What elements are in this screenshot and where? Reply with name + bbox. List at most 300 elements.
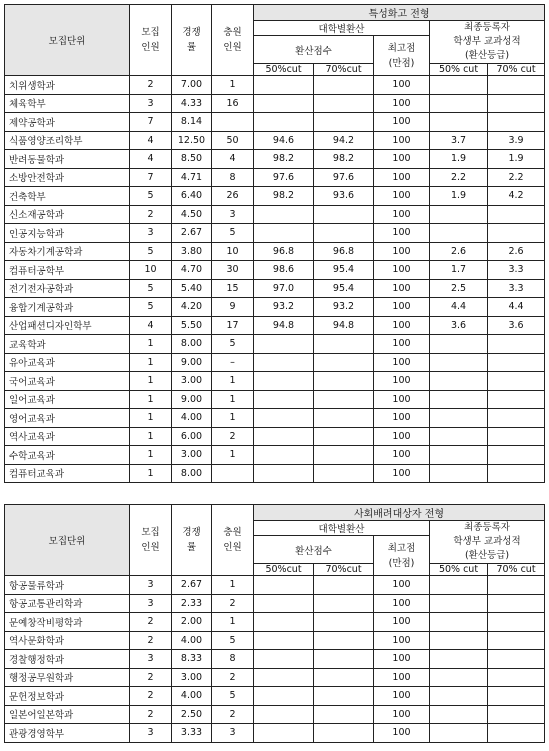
table-row (5, 224, 545, 243)
score-70cut-cell (314, 224, 374, 243)
score-50cut-cell (254, 335, 314, 354)
grade-50cut-cell (430, 372, 488, 391)
header-extra: 충원 인원 (212, 5, 254, 76)
grade-50cut-cell (430, 94, 488, 113)
score-50cut-cell: 94.8 (254, 316, 314, 335)
admission-table-social-consideration (4, 504, 545, 743)
grade-70cut-cell: 2.6 (488, 242, 545, 261)
grade-70cut-cell (488, 390, 545, 409)
recruit-cell: 5 (130, 187, 172, 206)
competition-cell: 2.33 (172, 594, 212, 613)
table-row (5, 113, 545, 132)
extra-cell: – (212, 353, 254, 372)
unit-name-cell: 산업패션디자인학부 (5, 316, 130, 335)
extra-cell: 8 (212, 650, 254, 669)
table-row (5, 168, 545, 187)
competition-cell: 4.00 (172, 687, 212, 706)
grade-70cut-cell (488, 76, 545, 95)
grade-70cut-cell (488, 353, 545, 372)
unit-name-cell: 영어교육과 (5, 409, 130, 428)
extra-cell: 15 (212, 279, 254, 298)
score-50cut-cell: 96.8 (254, 242, 314, 261)
competition-cell: 3.00 (172, 372, 212, 391)
table-row (5, 131, 545, 150)
score-50cut-cell (254, 724, 314, 743)
header-max-score: 최고점 (만점) (374, 36, 430, 76)
competition-cell: 8.33 (172, 650, 212, 669)
max-score-cell: 100 (374, 131, 430, 150)
grade-70cut-cell (488, 372, 545, 391)
score-50cut-cell (254, 613, 314, 632)
unit-name-cell: 유아교육과 (5, 353, 130, 372)
grade-70cut-cell (488, 446, 545, 465)
grade-70cut-cell (488, 687, 545, 706)
unit-name-cell: 치위생학과 (5, 76, 130, 95)
table-row (5, 279, 545, 298)
competition-cell: 4.00 (172, 631, 212, 650)
unit-name-cell: 항공교통관리학과 (5, 594, 130, 613)
max-score-cell: 100 (374, 242, 430, 261)
grade-50cut-cell (430, 335, 488, 354)
table-row (5, 650, 545, 669)
recruit-cell: 3 (130, 650, 172, 669)
table-row (5, 464, 545, 483)
score-70cut-cell (314, 76, 374, 95)
recruit-cell: 5 (130, 242, 172, 261)
grade-50cut-cell (430, 113, 488, 132)
grade-70cut-cell (488, 724, 545, 743)
score-50cut-cell: 94.6 (254, 131, 314, 150)
table-row (5, 724, 545, 743)
score-50cut-cell (254, 687, 314, 706)
grade-70cut-cell (488, 650, 545, 669)
unit-name-cell: 수학교육과 (5, 446, 130, 465)
score-70cut-cell: 94.8 (314, 316, 374, 335)
max-score-cell: 100 (374, 261, 430, 280)
header-score-70cut: 70%cut (314, 64, 374, 76)
score-50cut-cell (254, 594, 314, 613)
score-50cut-cell (254, 353, 314, 372)
grade-70cut-cell (488, 613, 545, 632)
competition-cell: 5.40 (172, 279, 212, 298)
table-row (5, 687, 545, 706)
score-50cut-cell: 98.2 (254, 150, 314, 169)
score-50cut-cell (254, 668, 314, 687)
header-grade-50cut: 50% cut (430, 64, 488, 76)
grade-50cut-cell (430, 409, 488, 428)
recruit-cell: 2 (130, 668, 172, 687)
score-50cut-cell (254, 705, 314, 724)
max-score-cell: 100 (374, 224, 430, 243)
score-70cut-cell (314, 427, 374, 446)
grade-50cut-cell (430, 390, 488, 409)
header-score-50cut: 50%cut (254, 564, 314, 576)
recruit-cell: 5 (130, 279, 172, 298)
grade-50cut-cell (430, 76, 488, 95)
max-score-cell: 100 (374, 464, 430, 483)
recruit-cell: 10 (130, 261, 172, 280)
header-competition: 경쟁 률 (172, 5, 212, 76)
grade-50cut-cell (430, 724, 488, 743)
competition-cell: 2.67 (172, 576, 212, 595)
extra-cell: 1 (212, 76, 254, 95)
competition-cell: 2.00 (172, 613, 212, 632)
score-70cut-cell (314, 724, 374, 743)
table-row (5, 316, 545, 335)
grade-50cut-cell: 3.7 (430, 131, 488, 150)
header-unit: 모집단위 (5, 505, 130, 576)
table-body (5, 576, 545, 743)
max-score-cell: 100 (374, 668, 430, 687)
table-row (5, 205, 545, 224)
recruit-cell: 3 (130, 94, 172, 113)
admission-table-specialized-hs (4, 4, 545, 483)
grade-50cut-cell: 1.9 (430, 150, 488, 169)
grade-50cut-cell (430, 613, 488, 632)
extra-cell: 5 (212, 631, 254, 650)
table-row (5, 631, 545, 650)
score-70cut-cell (314, 687, 374, 706)
header-final-reg: 최종등록자 학생부 교과성적 (환산등급) (430, 521, 545, 564)
extra-cell: 5 (212, 224, 254, 243)
grade-50cut-cell (430, 668, 488, 687)
grade-70cut-cell (488, 113, 545, 132)
table-row (5, 187, 545, 206)
grade-50cut-cell (430, 705, 488, 724)
score-70cut-cell (314, 613, 374, 632)
extra-cell: 3 (212, 205, 254, 224)
competition-cell: 3.33 (172, 724, 212, 743)
grade-70cut-cell (488, 224, 545, 243)
competition-cell: 4.33 (172, 94, 212, 113)
grade-50cut-cell (430, 224, 488, 243)
table-row (5, 668, 545, 687)
recruit-cell: 2 (130, 687, 172, 706)
unit-name-cell: 행정공무원학과 (5, 668, 130, 687)
max-score-cell: 100 (374, 316, 430, 335)
extra-cell: 26 (212, 187, 254, 206)
grade-50cut-cell (430, 576, 488, 595)
header-conv-score: 환산점수 (254, 36, 374, 64)
header-grade-70cut: 70% cut (488, 64, 545, 76)
competition-cell: 8.00 (172, 464, 212, 483)
unit-name-cell: 컴퓨터공학부 (5, 261, 130, 280)
max-score-cell: 100 (374, 594, 430, 613)
unit-name-cell: 건축학부 (5, 187, 130, 206)
grade-50cut-cell: 2.2 (430, 168, 488, 187)
grade-50cut-cell: 2.5 (430, 279, 488, 298)
score-70cut-cell (314, 353, 374, 372)
grade-50cut-cell: 4.4 (430, 298, 488, 317)
score-50cut-cell (254, 464, 314, 483)
max-score-cell: 100 (374, 427, 430, 446)
competition-cell: 4.20 (172, 298, 212, 317)
grade-70cut-cell: 3.9 (488, 131, 545, 150)
recruit-cell: 3 (130, 576, 172, 595)
extra-cell: 50 (212, 131, 254, 150)
recruit-cell: 4 (130, 316, 172, 335)
extra-cell: 8 (212, 168, 254, 187)
score-50cut-cell: 98.2 (254, 187, 314, 206)
score-50cut-cell (254, 76, 314, 95)
header-recruit: 모집 인원 (130, 505, 172, 576)
max-score-cell: 100 (374, 279, 430, 298)
competition-cell: 5.50 (172, 316, 212, 335)
extra-cell: 16 (212, 94, 254, 113)
recruit-cell: 3 (130, 224, 172, 243)
competition-cell: 6.40 (172, 187, 212, 206)
grade-70cut-cell (488, 409, 545, 428)
table-row (5, 94, 545, 113)
unit-name-cell: 항공물류학과 (5, 576, 130, 595)
grade-70cut-cell: 2.2 (488, 168, 545, 187)
max-score-cell: 100 (374, 613, 430, 632)
header-final-reg: 최종등록자 학생부 교과성적 (환산등급) (430, 21, 545, 64)
recruit-cell: 2 (130, 705, 172, 724)
score-50cut-cell (254, 631, 314, 650)
header-conv-score: 환산점수 (254, 536, 374, 564)
score-70cut-cell (314, 409, 374, 428)
score-50cut-cell (254, 205, 314, 224)
unit-name-cell: 반려동물학과 (5, 150, 130, 169)
recruit-cell: 2 (130, 76, 172, 95)
extra-cell: 2 (212, 668, 254, 687)
unit-name-cell: 소방안전학과 (5, 168, 130, 187)
header-univ-conv: 대학별환산 (254, 521, 430, 536)
max-score-cell: 100 (374, 76, 430, 95)
competition-cell: 9.00 (172, 390, 212, 409)
score-70cut-cell (314, 205, 374, 224)
competition-cell: 4.70 (172, 261, 212, 280)
grade-70cut-cell (488, 427, 545, 446)
grade-70cut-cell (488, 576, 545, 595)
recruit-cell: 1 (130, 446, 172, 465)
extra-cell: 5 (212, 687, 254, 706)
table-row (5, 242, 545, 261)
header-recruit: 모집 인원 (130, 5, 172, 76)
max-score-cell: 100 (374, 724, 430, 743)
competition-cell: 2.50 (172, 705, 212, 724)
max-score-cell: 100 (374, 298, 430, 317)
header-univ-conv: 대학별환산 (254, 21, 430, 36)
table-row (5, 261, 545, 280)
max-score-cell: 100 (374, 372, 430, 391)
score-70cut-cell: 96.8 (314, 242, 374, 261)
score-70cut-cell (314, 390, 374, 409)
recruit-cell: 1 (130, 427, 172, 446)
grade-70cut-cell: 1.9 (488, 150, 545, 169)
grade-70cut-cell (488, 594, 545, 613)
recruit-cell: 1 (130, 464, 172, 483)
header-competition: 경쟁 률 (172, 505, 212, 576)
score-70cut-cell (314, 594, 374, 613)
grade-50cut-cell: 1.7 (430, 261, 488, 280)
extra-cell: 3 (212, 724, 254, 743)
max-score-cell: 100 (374, 409, 430, 428)
recruit-cell: 2 (130, 205, 172, 224)
recruit-cell: 4 (130, 150, 172, 169)
table-row (5, 409, 545, 428)
score-70cut-cell (314, 335, 374, 354)
extra-cell: 4 (212, 150, 254, 169)
recruit-cell: 7 (130, 168, 172, 187)
competition-cell: 4.71 (172, 168, 212, 187)
grade-50cut-cell (430, 631, 488, 650)
extra-cell: 1 (212, 372, 254, 391)
max-score-cell: 100 (374, 94, 430, 113)
recruit-cell: 1 (130, 409, 172, 428)
competition-cell: 2.67 (172, 224, 212, 243)
grade-50cut-cell: 2.6 (430, 242, 488, 261)
competition-cell: 8.50 (172, 150, 212, 169)
max-score-cell: 100 (374, 335, 430, 354)
extra-cell: 2 (212, 594, 254, 613)
table-row (5, 613, 545, 632)
score-50cut-cell (254, 372, 314, 391)
max-score-cell: 100 (374, 390, 430, 409)
max-score-cell: 100 (374, 113, 430, 132)
table-row (5, 705, 545, 724)
unit-name-cell: 전기전자공학과 (5, 279, 130, 298)
recruit-cell: 5 (130, 298, 172, 317)
max-score-cell: 100 (374, 650, 430, 669)
grade-50cut-cell: 1.9 (430, 187, 488, 206)
table-row (5, 446, 545, 465)
unit-name-cell: 관광경영학부 (5, 724, 130, 743)
extra-cell: 1 (212, 576, 254, 595)
grade-70cut-cell (488, 94, 545, 113)
grade-50cut-cell (430, 427, 488, 446)
unit-name-cell: 교육학과 (5, 335, 130, 354)
table-row (5, 335, 545, 354)
unit-name-cell: 컴퓨터교육과 (5, 464, 130, 483)
score-50cut-cell (254, 576, 314, 595)
header-unit: 모집단위 (5, 5, 130, 76)
table-row (5, 76, 545, 95)
max-score-cell: 100 (374, 446, 430, 465)
unit-name-cell: 역사교육과 (5, 427, 130, 446)
extra-cell: 17 (212, 316, 254, 335)
score-70cut-cell: 93.2 (314, 298, 374, 317)
score-70cut-cell (314, 113, 374, 132)
header-grade-50cut: 50% cut (430, 564, 488, 576)
grade-70cut-cell: 4.4 (488, 298, 545, 317)
extra-cell: 2 (212, 705, 254, 724)
extra-cell: 1 (212, 409, 254, 428)
grade-70cut-cell (488, 668, 545, 687)
score-70cut-cell: 98.2 (314, 150, 374, 169)
unit-name-cell: 인공지능학과 (5, 224, 130, 243)
extra-cell: 5 (212, 335, 254, 354)
unit-name-cell: 역사문화학과 (5, 631, 130, 650)
competition-cell: 4.00 (172, 409, 212, 428)
extra-cell (212, 113, 254, 132)
unit-name-cell: 제약공학과 (5, 113, 130, 132)
score-70cut-cell (314, 94, 374, 113)
competition-cell: 8.00 (172, 335, 212, 354)
recruit-cell: 1 (130, 335, 172, 354)
max-score-cell: 100 (374, 150, 430, 169)
max-score-cell: 100 (374, 187, 430, 206)
grade-70cut-cell (488, 464, 545, 483)
max-score-cell: 100 (374, 705, 430, 724)
header-score-50cut: 50%cut (254, 64, 314, 76)
score-70cut-cell: 97.6 (314, 168, 374, 187)
recruit-cell: 2 (130, 613, 172, 632)
grade-50cut-cell (430, 594, 488, 613)
extra-cell: 10 (212, 242, 254, 261)
grade-50cut-cell (430, 205, 488, 224)
score-50cut-cell (254, 427, 314, 446)
grade-70cut-cell (488, 631, 545, 650)
unit-name-cell: 국어교육과 (5, 372, 130, 391)
header-score-70cut: 70%cut (314, 564, 374, 576)
unit-name-cell: 경찰행정학과 (5, 650, 130, 669)
grade-70cut-cell: 3.6 (488, 316, 545, 335)
header-max-score: 최고점 (만점) (374, 536, 430, 576)
max-score-cell: 100 (374, 576, 430, 595)
max-score-cell: 100 (374, 353, 430, 372)
score-50cut-cell (254, 94, 314, 113)
table-row (5, 427, 545, 446)
competition-cell: 4.50 (172, 205, 212, 224)
unit-name-cell: 문예창작비평학과 (5, 613, 130, 632)
grade-50cut-cell: 3.6 (430, 316, 488, 335)
unit-name-cell: 식품영양조리학부 (5, 131, 130, 150)
competition-cell: 7.00 (172, 76, 212, 95)
table-row (5, 576, 545, 595)
unit-name-cell: 일어교육과 (5, 390, 130, 409)
table-row (5, 150, 545, 169)
unit-name-cell: 체육학부 (5, 94, 130, 113)
grade-70cut-cell: 3.3 (488, 279, 545, 298)
unit-name-cell: 문헌정보학과 (5, 687, 130, 706)
competition-cell: 8.14 (172, 113, 212, 132)
grade-50cut-cell (430, 446, 488, 465)
grade-70cut-cell (488, 335, 545, 354)
grade-50cut-cell (430, 687, 488, 706)
score-70cut-cell (314, 576, 374, 595)
table-row (5, 298, 545, 317)
unit-name-cell: 신소재공학과 (5, 205, 130, 224)
score-50cut-cell: 97.6 (254, 168, 314, 187)
competition-cell: 3.00 (172, 446, 212, 465)
grade-70cut-cell (488, 705, 545, 724)
header-group-title: 사회배려대상자 전형 (254, 505, 545, 521)
grade-50cut-cell (430, 650, 488, 669)
extra-cell: 30 (212, 261, 254, 280)
max-score-cell: 100 (374, 205, 430, 224)
unit-name-cell: 자동차기계공학과 (5, 242, 130, 261)
max-score-cell: 100 (374, 168, 430, 187)
score-70cut-cell (314, 372, 374, 391)
recruit-cell: 1 (130, 390, 172, 409)
score-50cut-cell: 98.6 (254, 261, 314, 280)
score-50cut-cell: 97.0 (254, 279, 314, 298)
competition-cell: 3.80 (172, 242, 212, 261)
grade-50cut-cell (430, 464, 488, 483)
score-70cut-cell (314, 705, 374, 724)
recruit-cell: 7 (130, 113, 172, 132)
table-body (5, 76, 545, 483)
unit-name-cell: 융합기계공학과 (5, 298, 130, 317)
score-70cut-cell: 95.4 (314, 279, 374, 298)
grade-50cut-cell (430, 353, 488, 372)
recruit-cell: 3 (130, 724, 172, 743)
score-70cut-cell (314, 446, 374, 465)
table-row (5, 372, 545, 391)
score-50cut-cell (254, 446, 314, 465)
